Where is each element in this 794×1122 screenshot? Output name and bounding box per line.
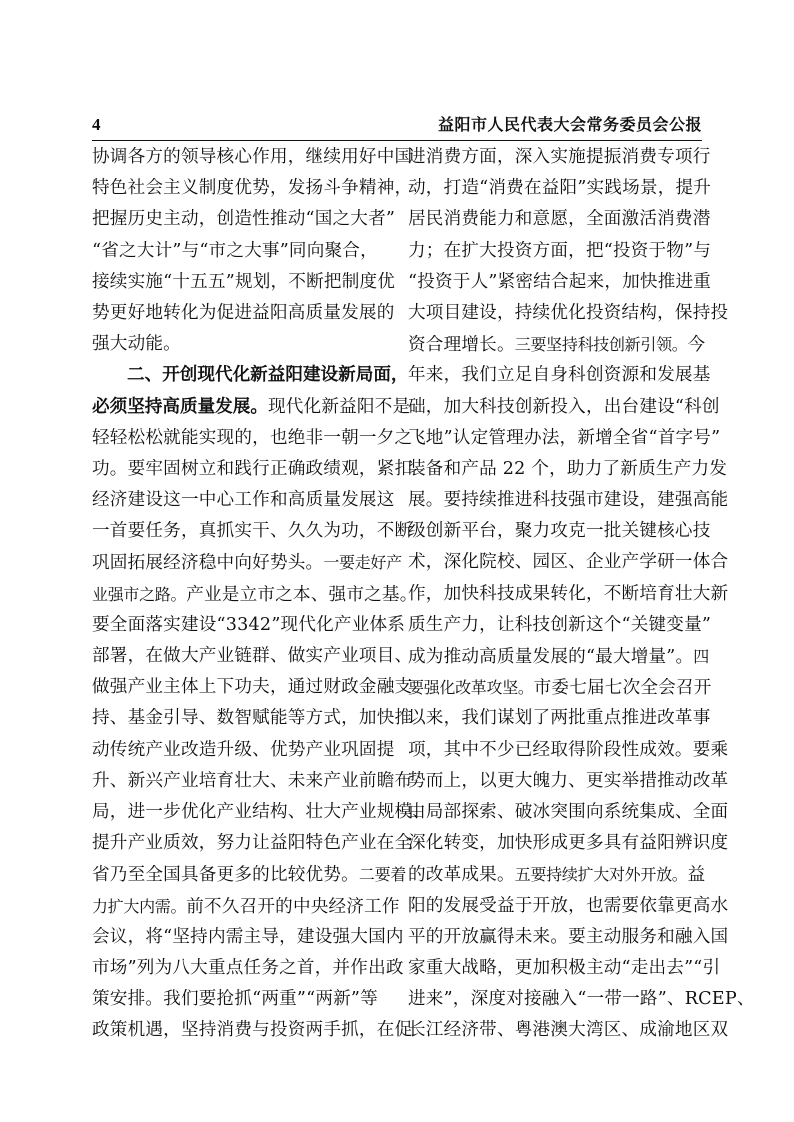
text-line	[408, 641, 709, 672]
body-text: 省乃至全国具备更多的比较优势。	[92, 865, 359, 886]
body-text: 会议，将“坚持内需主导，建设强大国内	[92, 926, 404, 947]
text-line	[92, 953, 404, 984]
body-text: 提升产业质效，努力让益阳特色产业在全	[92, 833, 413, 854]
text-line	[408, 1015, 729, 1046]
text-line	[408, 360, 711, 391]
text-line	[92, 891, 400, 922]
body-text: 力；在扩大投资方面，把“投资于物”与	[408, 240, 712, 261]
page-number: 4	[92, 115, 101, 134]
emphasis-text: 要强化改革攻坚。	[408, 678, 534, 698]
emphasis-text: 一要走好产	[323, 553, 402, 573]
text-line	[92, 392, 411, 423]
body-text: 成为推动高质量发展的“最大增量”。	[408, 647, 694, 667]
body-text: 平的开放赢得未来。要主动服务和融入国	[408, 926, 729, 947]
text-line	[408, 953, 721, 984]
body-text: 现代化新益阳不是	[267, 396, 411, 417]
text-line	[92, 329, 386, 360]
text-line	[92, 797, 431, 828]
body-text: 政策机遇，坚持消费与投资两手抓，在促	[92, 1020, 413, 1041]
emphasis-text: 五要持续扩大对外开放。	[514, 865, 688, 885]
text-line	[92, 672, 413, 703]
emphasis-text: 业强市之路。	[92, 584, 187, 604]
body-text: 一首要任务，真抓实干、久久为功，不断	[92, 521, 413, 542]
body-text: 势更好地转化为促进益阳高质量发展的	[92, 302, 395, 323]
text-line	[92, 610, 406, 641]
text-line	[408, 516, 711, 547]
text-line	[408, 454, 728, 485]
text-line	[92, 516, 413, 547]
text-line	[408, 423, 721, 454]
body-text: 居民消费能力和意愿，全面激活消费潜	[408, 209, 711, 230]
text-line	[92, 579, 418, 610]
journal-title: 益阳市人民代表大会常务委员会公报	[437, 115, 702, 134]
text-line	[92, 236, 386, 267]
emphasis-text: 力扩大内需。	[92, 896, 187, 916]
text-line	[408, 267, 712, 298]
text-line	[92, 360, 409, 391]
text-line	[92, 641, 413, 672]
text-line	[408, 984, 755, 1015]
body-text: 升、新兴产业培育壮大、未来产业前瞻布	[92, 770, 413, 791]
body-text: 强大动能。	[92, 334, 181, 355]
body-text: 深化转变，加快形成更多具有益阳辨识度	[408, 833, 729, 854]
body-text: 策安排。我们要抢抓“两重”“两新”等	[92, 989, 378, 1010]
section-heading: 二、开创现代化新益阳建设新局面，	[127, 365, 409, 386]
body-text: 项，其中不少已经取得阶段性成效。要乘	[408, 739, 729, 760]
body-text: 家重大战略，更加积极主动“走出去”“引	[408, 957, 721, 978]
right-text-column	[408, 142, 755, 1046]
text-line	[408, 859, 706, 890]
body-text: 做强产业主体上下功夫，通过财政金融支	[92, 677, 413, 698]
body-text: 飞地”认定管理办法，新增全省“首字号”	[408, 427, 721, 448]
body-text: 势而上，以更大魄力、更实举措推动改革	[408, 770, 729, 791]
body-text: 特色社会主义制度优势，发扬斗争精神，	[92, 178, 413, 199]
text-line	[408, 579, 729, 610]
text-line	[408, 236, 712, 267]
body-text: 的改革成果。	[408, 865, 515, 886]
body-text: 级创新平台，聚力攻克一批关键核心技	[408, 521, 711, 542]
body-text: 市委七届七次全会召开	[533, 678, 712, 699]
body-text: 协调各方的领导核心作用，继续用好中国	[92, 147, 413, 167]
text-line	[92, 204, 396, 235]
text-line	[92, 703, 413, 734]
text-line	[408, 392, 720, 423]
text-line	[92, 922, 404, 953]
section-heading: 必须坚持高质量发展。	[92, 396, 268, 417]
body-text: 动传统产业改造升级、优势产业巩固提	[92, 739, 395, 760]
text-line	[408, 766, 729, 797]
body-text: 市场”列为八大重点任务之首，并作出政	[92, 957, 404, 978]
body-text: 经济建设这一中心工作和高质量发展这	[92, 490, 395, 511]
text-line	[92, 1015, 413, 1046]
left-text-column	[92, 142, 431, 1046]
text-line	[408, 672, 712, 703]
text-line	[408, 298, 729, 329]
emphasis-text: 二要着	[358, 865, 407, 885]
text-line	[408, 485, 729, 516]
body-text: 质生产力，让科技创新这个“关键变量”	[408, 614, 712, 635]
body-text: 长江经济带、粤港澳大湾区、成渝地区双	[408, 1020, 729, 1041]
text-line	[408, 828, 729, 859]
body-text: 把握历史主动，创造性推动“国之大者”	[92, 209, 396, 230]
body-text: 益	[687, 865, 706, 886]
body-text: 术，深化院校、园区、企业产学研一体合	[408, 552, 729, 573]
body-text: 进消费方面，深入实施提振消费专项行	[408, 147, 711, 167]
emphasis-text: 三要坚持科技创新引领。	[514, 335, 688, 355]
body-text: 阳的发展受益于开放，也需要依靠更高水	[408, 895, 729, 916]
body-text: 今	[687, 335, 706, 356]
text-line	[92, 298, 395, 329]
text-line	[408, 922, 729, 953]
body-text: 接续实施“十五五”规划，不断把制度优	[92, 271, 396, 292]
body-text: 要全面落实建设“3342”现代化产业体系	[92, 614, 406, 635]
text-line	[408, 610, 712, 641]
body-text: 装备和产品 22 个，助力了新质生产力发	[408, 458, 728, 479]
body-text: 大项目建设，持续优化投资结构，保持投	[408, 302, 729, 323]
body-text: 础，加大科技创新投入，出台建设“科创	[408, 396, 720, 417]
body-text: 巩固拓展经济稳中向好势头。	[92, 553, 324, 574]
text-line	[92, 828, 413, 859]
text-line	[408, 173, 712, 204]
text-line	[408, 204, 711, 235]
text-line	[408, 797, 729, 828]
body-text: 前不久召开的中央经济工作	[186, 896, 400, 917]
body-text: 轻轻松松就能实现的，也绝非一朝一夕之	[92, 427, 413, 448]
text-line	[408, 142, 711, 173]
body-text: 功。要牢固树立和践行正确政绩观，紧扣	[92, 458, 413, 479]
body-text: 持、基金引导、数智赋能等方式，加快推	[92, 708, 413, 729]
text-line	[92, 766, 413, 797]
body-text: 部署，在做大产业链群、做实产业项目、	[92, 646, 413, 666]
text-line	[408, 703, 711, 734]
text-line	[408, 735, 729, 766]
emphasis-text: 四	[693, 647, 709, 666]
text-line	[408, 329, 706, 360]
text-line	[408, 891, 729, 922]
text-line	[92, 142, 413, 173]
body-text: 年来，我们立足自身科创资源和发展基	[408, 365, 711, 386]
body-text: 资合理增长。	[408, 335, 515, 356]
text-line	[92, 423, 413, 454]
body-text: 展。要持续推进科技强市建设，建强高能	[408, 490, 729, 511]
text-line	[92, 454, 413, 485]
page-header	[92, 114, 702, 141]
text-line	[92, 173, 413, 204]
text-line	[92, 547, 402, 578]
body-text: “投资于人”紧密结合起来，加快推进重	[408, 271, 712, 292]
text-line	[92, 267, 396, 298]
text-line	[92, 485, 395, 516]
text-line	[408, 547, 729, 578]
body-text: 局，进一步优化产业结构、壮大产业规模、	[92, 801, 431, 822]
body-text: 由局部探索、破冰突围向系统集成、全面	[408, 801, 729, 822]
text-line	[92, 984, 386, 1015]
text-line	[92, 735, 395, 766]
body-text: 进来”，深度对接融入“一带一路”、RCEP、	[408, 989, 755, 1010]
body-text: 动，打造“消费在益阳”实践场景，提升	[408, 178, 712, 199]
text-line	[92, 859, 407, 890]
body-text: 产业是立市之本、强市之基。	[186, 584, 418, 605]
body-text: 作，加快科技成果转化，不断培育壮大新	[408, 583, 729, 604]
body-text: “省之大计”与“市之大事”同向聚合，	[92, 240, 378, 261]
body-text: 以来，我们谋划了两批重点推进改革事	[408, 708, 711, 729]
